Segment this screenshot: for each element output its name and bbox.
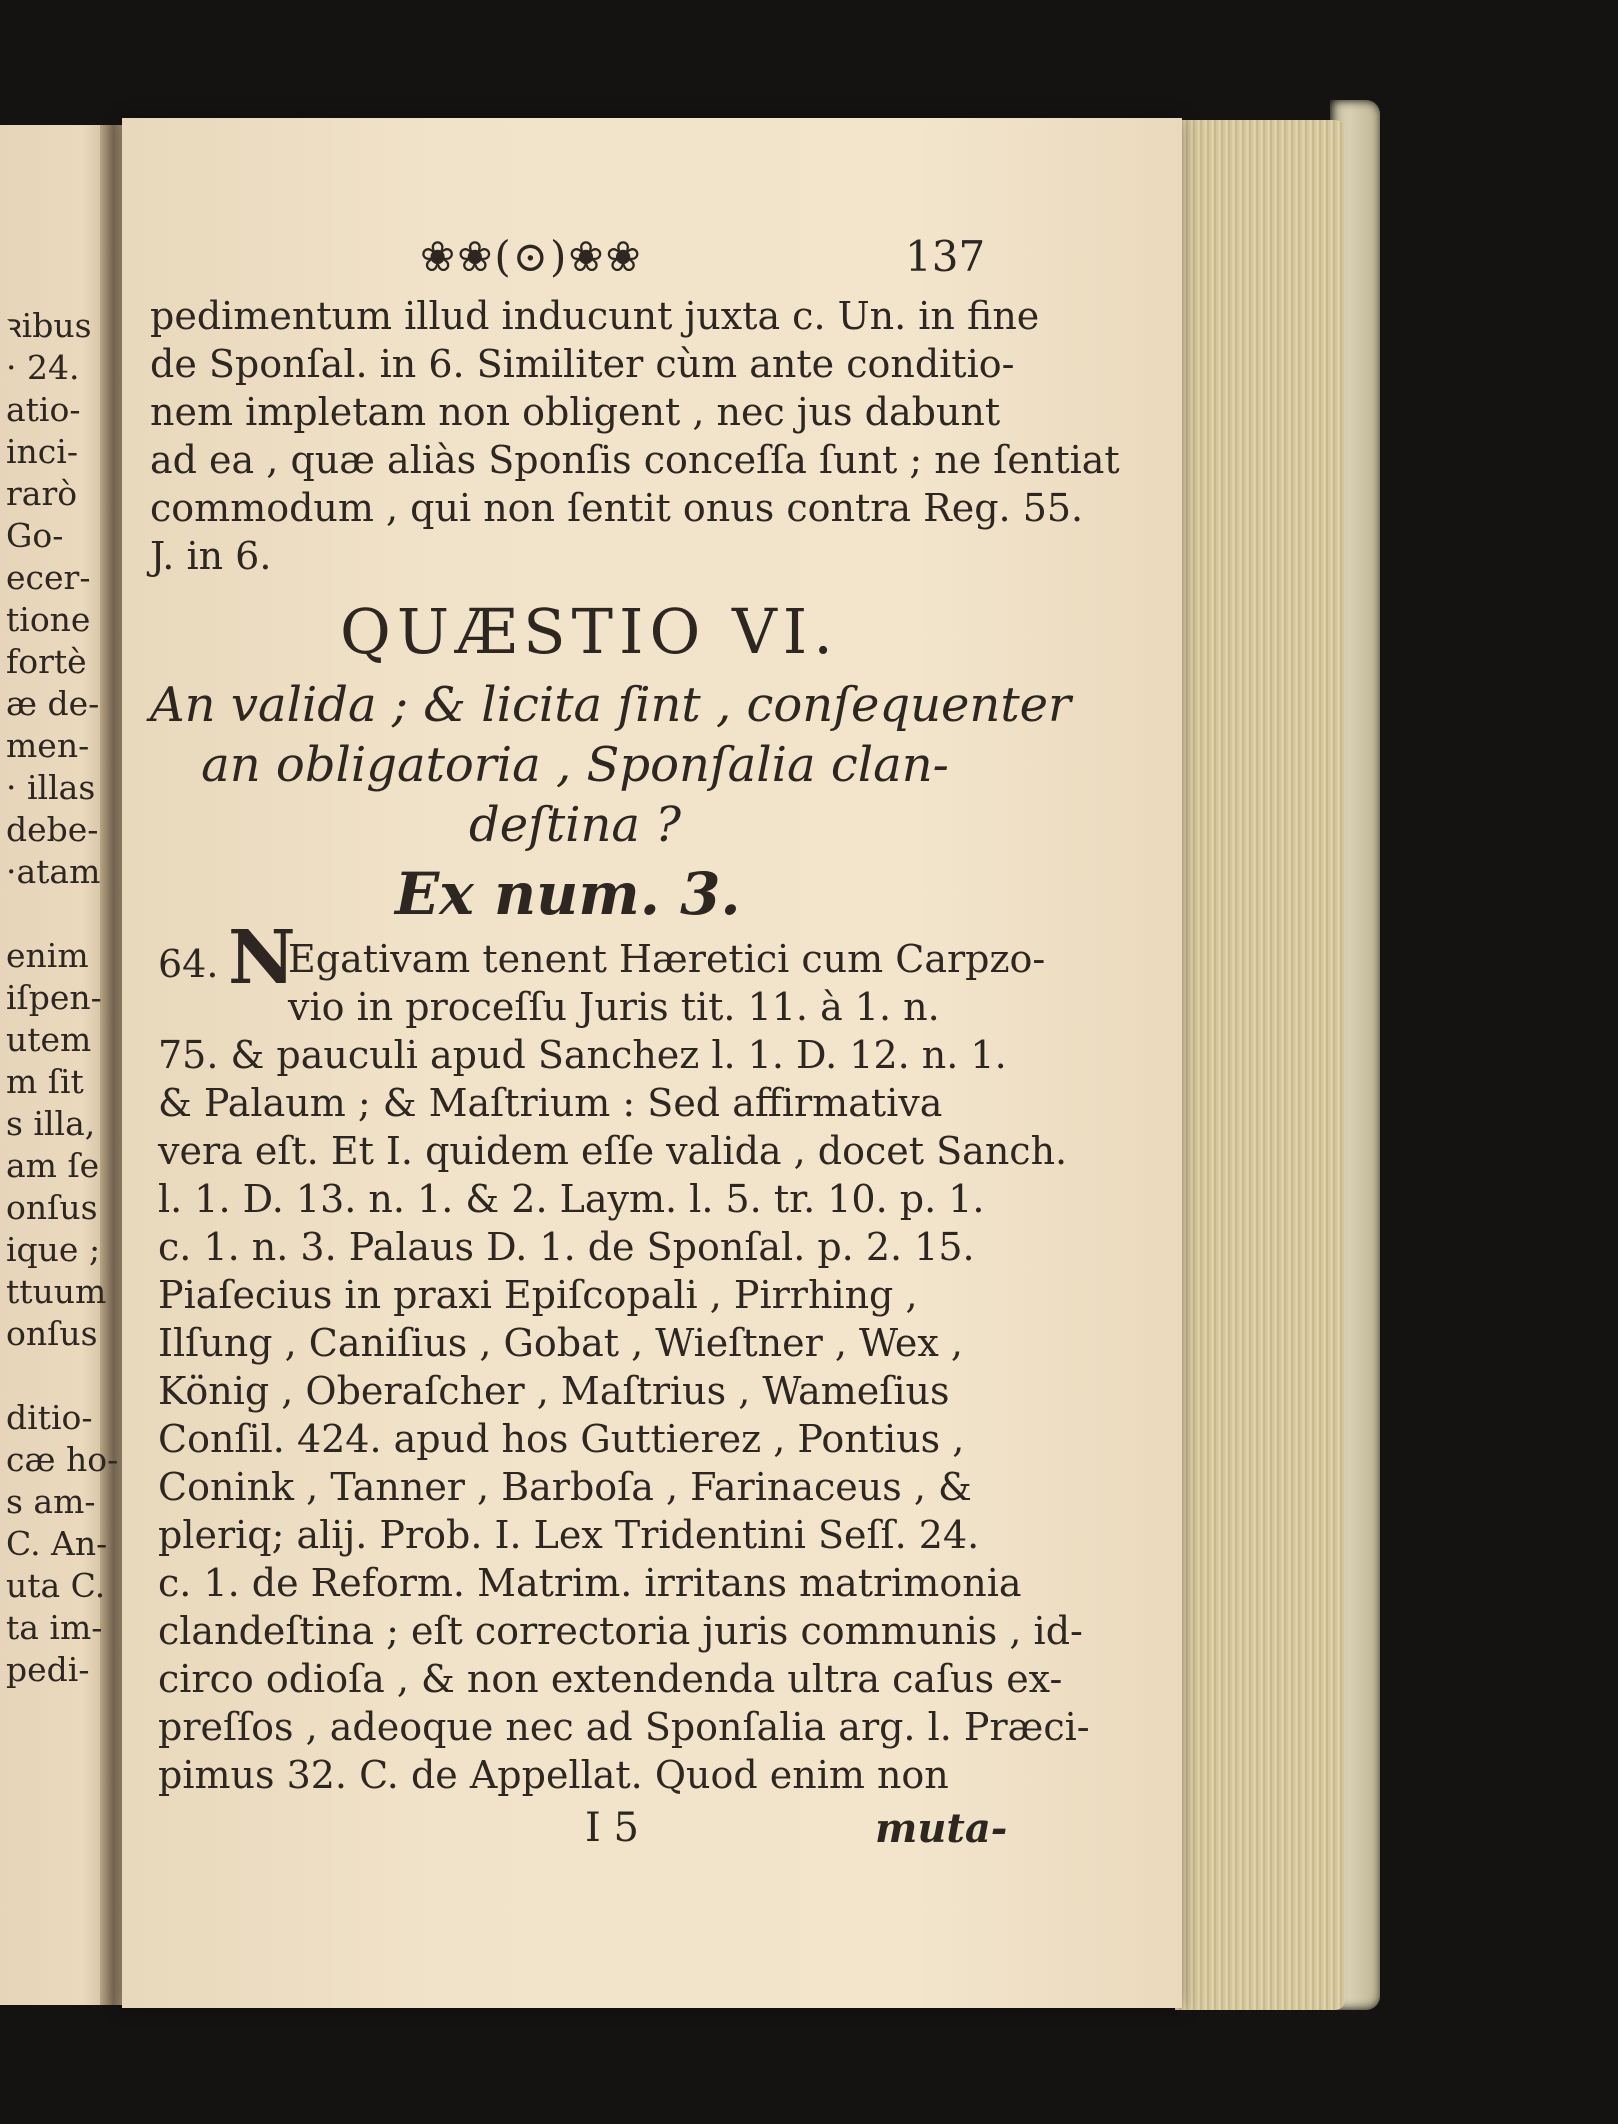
text-line: Conſil. 424. apud hos Guttierez , Pontius , <box>158 1417 965 1461</box>
text-line: preſſos , adeoque nec ad Sponſalia arg. l. Præci- <box>158 1705 1090 1749</box>
left-page-fragment: debe- <box>6 810 99 849</box>
left-page-fragment: s illa, <box>6 1104 96 1143</box>
signature-mark: I 5 <box>585 1805 639 1851</box>
text-line: commodum , qui non ſentit onus contra Reg. 55. <box>150 486 1084 530</box>
text-line: l. 1. D. 13. n. 1. & 2. Laym. l. 5. tr. 10. p. 1. <box>158 1177 985 1221</box>
page-number: 137 <box>905 232 986 281</box>
text-line: vera eſt. Et I. quidem eſſe valida , docet Sanch. <box>158 1129 1068 1173</box>
left-page-fragment: pedi- <box>6 1650 90 1689</box>
left-page-fragment: s am- <box>6 1482 96 1521</box>
left-page-fragment: æ de- <box>6 684 100 723</box>
left-page-fragment: onſus <box>6 1188 98 1227</box>
text-line: de Sponſal. in 6. Similiter cùm ante conditio- <box>150 342 1015 386</box>
left-page-fragment: ꝛibus <box>6 306 92 345</box>
left-page-fragment: men- <box>6 726 90 765</box>
top-paragraph <box>150 292 1120 580</box>
subtitle-line: deſtina ? <box>468 797 682 853</box>
left-page-fragment: uta C. <box>6 1566 106 1605</box>
page-edges <box>1175 120 1345 2010</box>
header-ornament: ❀❀(⊙)❀❀ <box>420 232 643 281</box>
paragraph-body <box>158 1031 1090 1799</box>
left-page-fragment: rarò <box>6 474 78 513</box>
left-page-fragment: ttuum <box>6 1272 107 1311</box>
left-page-fragment: ditio- <box>6 1398 93 1437</box>
paragraph-line-second: vio in proceſſu Juris tit. 11. à 1. n. <box>288 985 940 1029</box>
text-line: pedimentum illud inducunt juxta c. Un. in fine <box>150 294 1040 338</box>
left-page-fragment: ·atam <box>6 852 101 891</box>
text-line: ad ea , quæ aliàs Sponſis conceſſa ſunt ; ne ſentiat <box>150 438 1120 482</box>
text-line: König , Oberaſcher , Maſtrius , Wameſius <box>158 1369 950 1413</box>
question-title: QUÆSTIO VI. <box>340 595 839 668</box>
left-page-fragment: C. An- <box>6 1524 108 1563</box>
text-line: nem impletam non obligent , nec jus dabunt <box>150 390 1001 434</box>
text-line: & Palaum ; & Maſtrium : Sed affirmativa <box>158 1081 943 1125</box>
left-page-fragment: enim <box>6 936 89 975</box>
left-page-fragment: ta im- <box>6 1608 103 1647</box>
left-page-fragment: tione <box>6 600 91 639</box>
text-line: Conink , Tanner , Barboſa , Farinaceus , & <box>158 1465 972 1509</box>
left-page-fragment: iſpen- <box>6 978 102 1017</box>
text-line: circo odioſa , & non extendenda ultra caſus ex- <box>158 1657 1063 1701</box>
question-subtitle <box>150 675 1071 855</box>
text-line: Piaſecius in praxi Epiſcopali , Pirrhing , <box>158 1273 918 1317</box>
text-line: J. in 6. <box>150 534 272 578</box>
left-page-fragment: am ſe <box>6 1146 100 1185</box>
left-page-fragment: atio- <box>6 390 81 429</box>
text-line: c. 1. n. 3. Palaus D. 1. de Sponſal. p. 2. 15. <box>158 1225 975 1269</box>
drop-cap: N <box>228 915 296 1001</box>
left-page-fragment: Go- <box>6 516 64 555</box>
left-page-fragment: · 24. <box>6 348 80 387</box>
text-line: pimus 32. C. de Appellat. Quod enim non <box>158 1753 949 1797</box>
left-page-fragment: onſus <box>6 1314 98 1353</box>
example-number-heading: Ex num. 3. <box>395 860 741 928</box>
text-line: pleriq; alij. Prob. I. Lex Tridentini Seſſ. 24. <box>158 1513 980 1557</box>
left-page-fragment: m ſit <box>6 1062 84 1101</box>
left-page-fragment: utem <box>6 1020 92 1059</box>
left-page-fragment: ique ; <box>6 1230 101 1269</box>
left-page-fragment: inci- <box>6 432 78 471</box>
subtitle-line: An valida ; & licita ſint , conſequenter <box>150 677 1071 733</box>
text-line: c. 1. de Reform. Matrim. irritans matrimonia <box>158 1561 1022 1605</box>
left-page-fragment: ecer- <box>6 558 91 597</box>
subtitle-line: an obligatoria , Sponſalia clan- <box>201 737 949 793</box>
text-line: 75. & pauculi apud Sanchez l. 1. D. 12. n. 1. <box>158 1033 1007 1077</box>
left-page-fragment: · illas <box>6 768 96 807</box>
paragraph-number: 64. <box>158 942 219 986</box>
paragraph-line-first: Egativam tenent Hæretici cum Carpzo- <box>288 937 1046 981</box>
text-line: Ilſung , Caniſius , Gobat , Wieſtner , Wex , <box>158 1321 964 1365</box>
catchword: muta- <box>875 1805 1008 1852</box>
left-page-fragment: cæ ho- <box>6 1440 119 1479</box>
left-page-fragment: fortè <box>6 642 87 681</box>
text-line: clandeſtina ; eſt correctoria juris communis , id- <box>158 1609 1083 1653</box>
